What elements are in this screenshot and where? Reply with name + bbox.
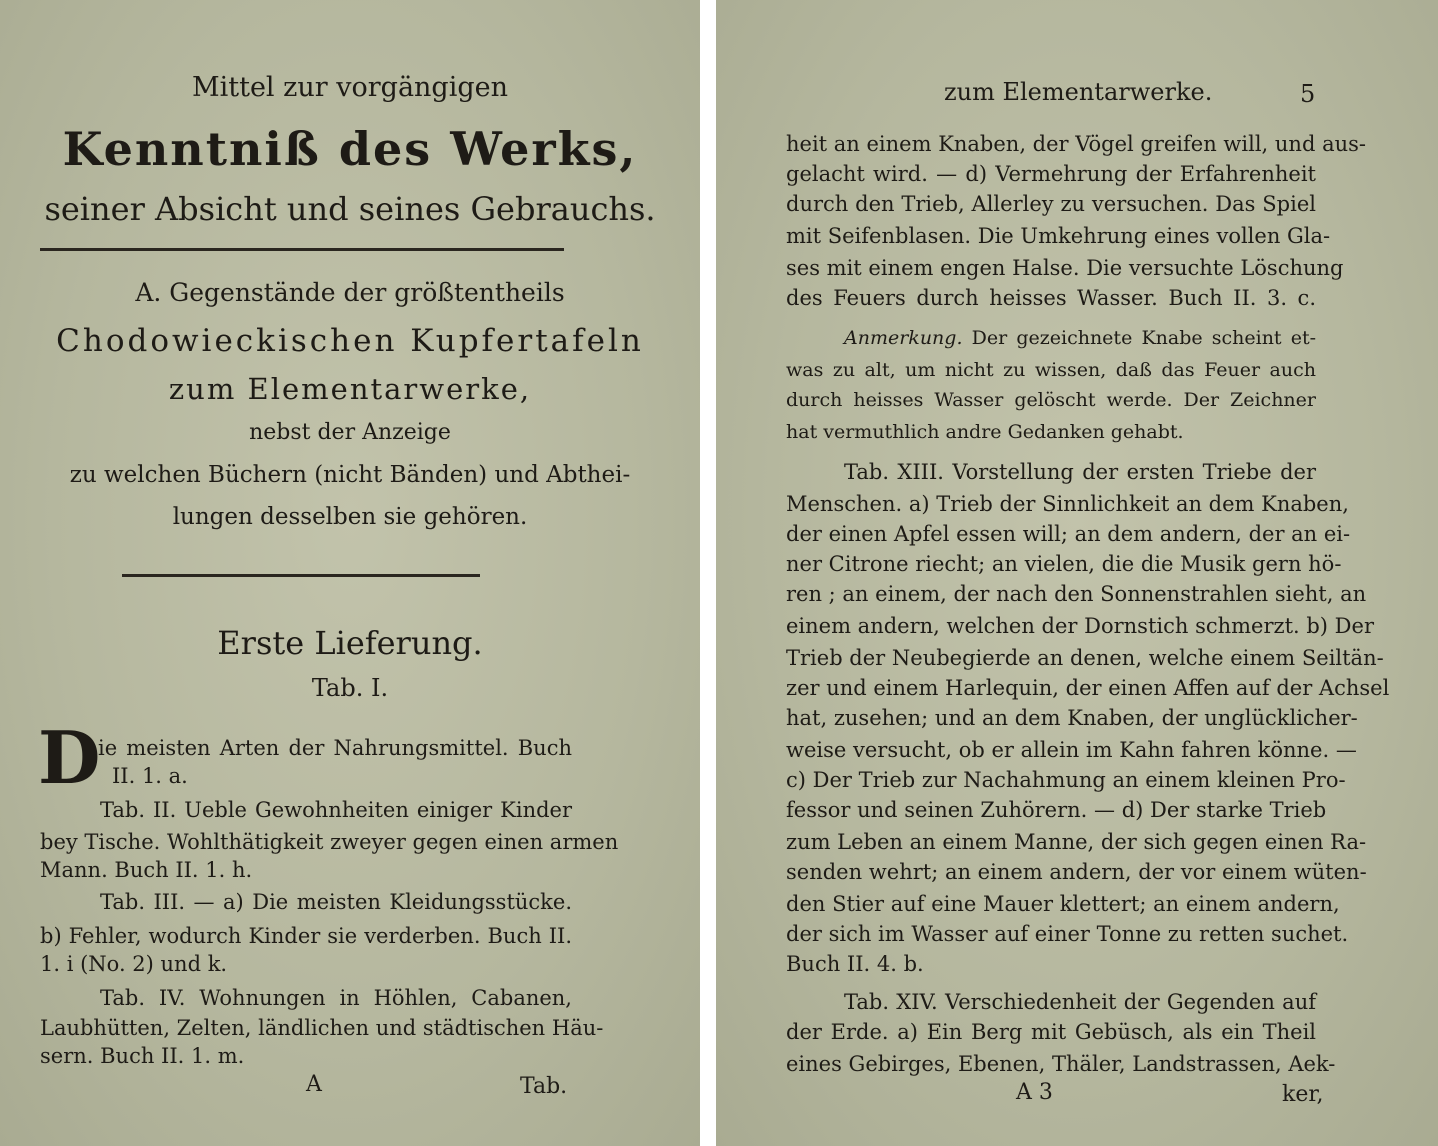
title-line-3: seiner Absicht und seines Gebrauchs. [44,190,656,228]
body-line: einem andern, welchen der Dornstich schmerzt. b) Der [786,614,1374,638]
section-heading: Erste Lieferung. [217,624,483,662]
body-line: den Stier auf eine Mauer klettert; an einem andern, [786,892,1340,916]
body-line: c) Der Trieb zur Nachahmung an einem kleinen Pro- [786,768,1346,792]
body-line: der einen Apfel essen will; an dem andern, der an ei- [786,522,1351,546]
body-line: ses mit einem engen Halse. Die versuchte Löschung [786,256,1344,280]
body-line: der Erde. a) Ein Berg mit Gebüsch, als ein Theil [786,1020,1316,1044]
title-line-1: Mittel zur vorgängigen [191,72,509,103]
body-line: des Feuers durch heisses Wasser. Buch II. 3. c. [786,286,1316,310]
body-line: ren ; an einem, der nach den Sonnenstrahlen sieht, an [786,582,1367,606]
drop-cap: D [38,715,101,800]
body-line: Tab. II. Ueble Gewohnheiten einiger Kinder [100,798,572,822]
body-line: ie meisten Arten der Nahrungsmittel. Buch [98,736,572,760]
note-line: hat vermuthlich andre Gedanken gehabt. [786,421,1184,443]
body-line: eines Gebirges, Ebenen, Thäler, Landstrassen, Aek- [786,1052,1336,1076]
signature-mark: A [306,1072,322,1097]
note-text: Der gezeichnete Knabe scheint et- [971,327,1316,349]
body-line: heit an einem Knaben, der Vögel greifen will, und aus- [786,132,1366,156]
body-line: Tab. XIV. Verschiedenheit der Gegenden auf [844,990,1316,1014]
subtitle-line-5: zu welchen Büchern (nicht Bänden) und Abthei- [69,462,631,488]
body-line: Tab. XIII. Vorstellung der ersten Triebe der [844,460,1316,484]
body-line: hat, zusehen; und an dem Knaben, der unglücklicher- [786,706,1358,730]
body-line: weise versucht, ob er allein im Kahn fahren könne. — [786,738,1357,762]
body-line: Buch II. 4. b. [786,952,924,976]
page-number: 5 [1300,80,1316,108]
subtitle-line-3: zum Elementarwerke, [168,372,532,406]
body-line: Tab. III. — a) Die meisten Kleidungsstücke. [100,890,572,914]
body-line: Laubhütten, Zelten, ländlichen und städtischen Häu- [40,1016,604,1040]
body-line: zum Leben an einem Manne, der sich gegen einen Ra- [786,830,1367,854]
note-first-line [844,324,1316,352]
catchword: Tab. [520,1074,568,1099]
body-line: sern. Buch II. 1. m. [40,1044,245,1068]
body-line: ner Citrone riecht; an vielen, die die Musik gern hö- [786,552,1342,576]
body-line: senden wehrt; an einem andern, der vor einem wüten- [786,860,1367,884]
body-line: Mann. Buch II. 1. h. [40,858,253,882]
subtitle-line-1: A. Gegenstände der größtentheils [135,278,565,307]
body-line: b) Fehler, wodurch Kinder sie verderben. Buch II. [40,924,572,948]
page-gutter [700,0,716,1146]
body-line: 1. i (No. 2) und k. [40,952,228,976]
note-label: Anmerkung. [844,327,963,349]
body-line: gelacht wird. — d) Vermehrung der Erfahrenheit [786,162,1316,186]
left-page [0,0,700,1146]
body-line: Menschen. a) Trieb der Sinnlichkeit an dem Knaben, [786,492,1349,516]
body-line: der sich im Wasser auf einer Tonne zu retten suchet. [786,922,1349,946]
catchword: ker, [1282,1082,1324,1107]
right-page [716,0,1438,1146]
body-line: Trieb der Neubegierde an denen, welche einem Seiltän- [786,646,1384,670]
subtitle-line-2: Chodowieckischen Kupfertafeln [56,323,644,359]
section-divider [122,574,480,577]
title-line-2: Kenntniß des Werks, [62,122,638,176]
note-line: durch heisses Wasser gelöscht werde. Der Zeichner [786,389,1316,411]
subtitle-line-6: lungen desselben sie gehören. [172,504,528,530]
body-line: zer und einem Harlequin, der einen Affen auf der Achsel [786,676,1390,700]
note-line: was zu alt, um nicht zu wissen, daß das Feuer auch [786,359,1316,381]
body-line: II. 1. a. [112,764,188,788]
signature-mark: A 3 [1016,1080,1053,1105]
tab-heading: Tab. I. [311,674,389,702]
body-line: bey Tische. Wohlthätigkeit zweyer gegen einen armen [40,830,619,854]
body-line: mit Seifenblasen. Die Umkehrung eines vollen Gla- [786,224,1331,248]
body-line: durch den Trieb, Allerley zu versuchen. Das Spiel [786,192,1316,216]
body-line: fessor und seinen Zuhörern. — d) Der starke Trieb [786,798,1327,822]
title-divider [40,248,564,251]
subtitle-line-4: nebst der Anzeige [249,420,451,445]
body-line: Tab. IV. Wohnungen in Höhlen, Cabanen, [100,986,572,1010]
running-head: zum Elementarwerke. [944,78,1213,106]
